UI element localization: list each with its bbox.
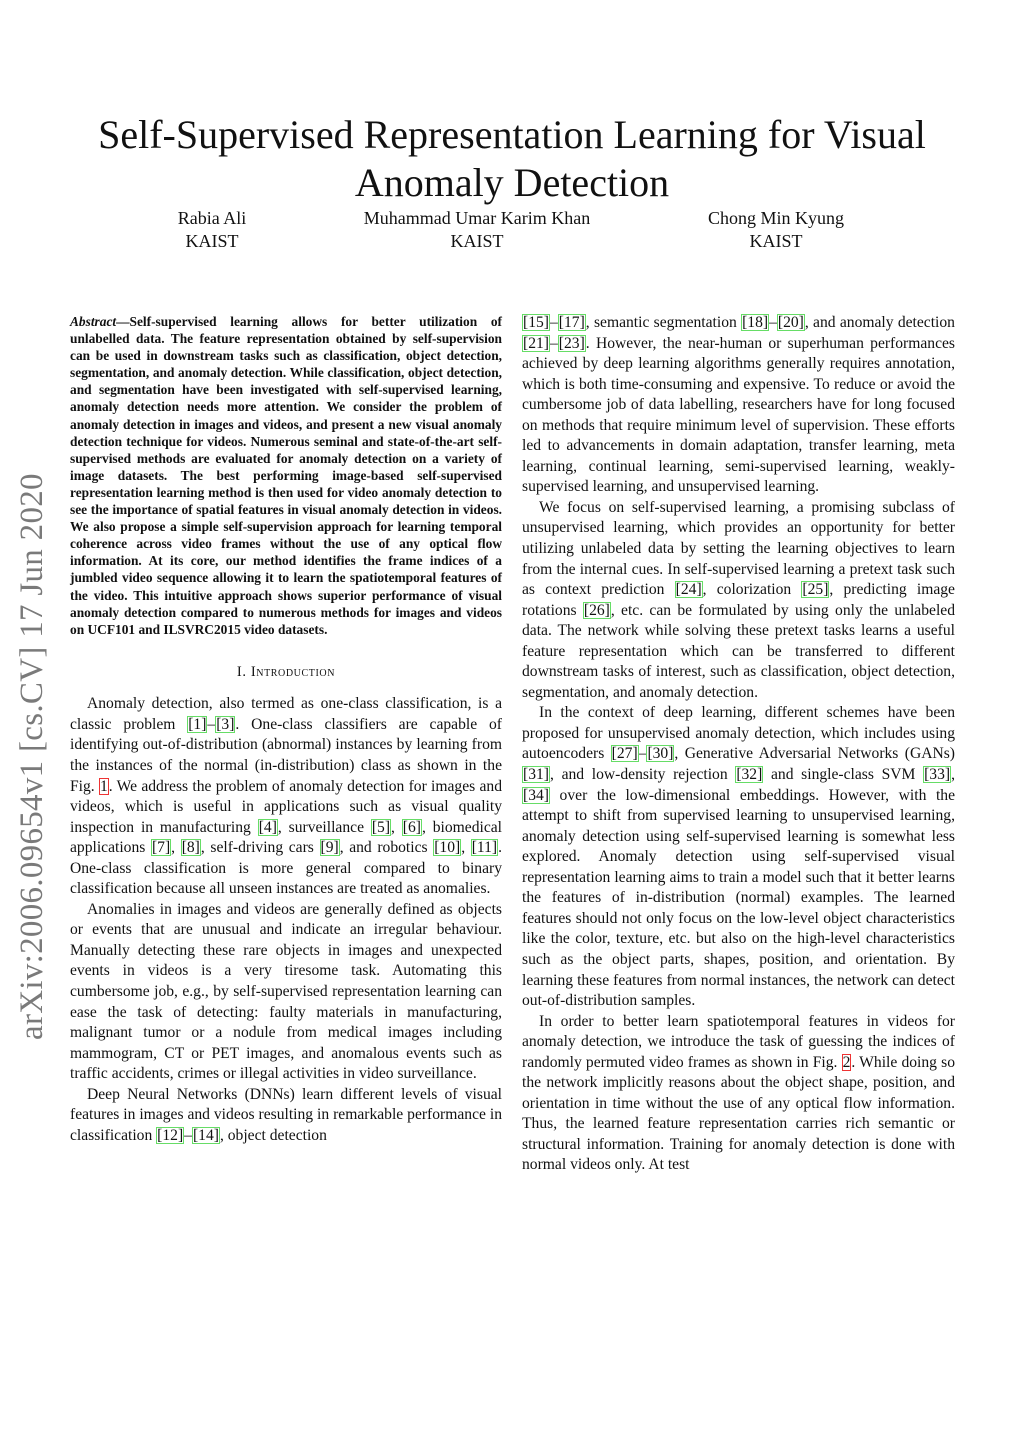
text-run: ,	[391, 818, 402, 836]
intro-paragraph-3	[70, 1085, 502, 1147]
text-run: Anomaly detection, also termed as one-class classification, is a classic problem	[70, 695, 502, 733]
citation-link[interactable]: [6]	[402, 818, 421, 836]
text-run: . However, the near-human or superhuman performances achieved by deep learning algorithms generally requires annotation, which is both time-consuming and expensive. To reduce or avoid the cumbersome job of data labelling, researchers have for long focused on methods that require minimum level of supervision. These efforts led to advancements in domain adaptation, transfer learning, meta learning, continual learning, semi-supervised learning, weakly-supervised learning, and unsupervised learning.	[522, 334, 955, 496]
text-run: –	[769, 314, 777, 331]
citation-link[interactable]: [3]	[216, 715, 235, 733]
author-3	[666, 207, 886, 253]
text-run: –	[184, 1126, 192, 1144]
abstract-label: Abstract	[70, 314, 117, 329]
text-run: . One-class classification is more general compared to binary classification because all unseen instances are treated as anomalies.	[70, 839, 503, 898]
text-run: , biomedical applications	[70, 818, 502, 857]
citation-link[interactable]: [18]	[742, 314, 769, 331]
author-affiliation: KAIST	[185, 231, 239, 251]
intro-paragraph-1	[70, 694, 502, 899]
text-run: and single-class SVM	[763, 766, 924, 784]
text-run: . While doing so the network implicitly reasons about the object shape, position, and orientation in time without the use of any optical flow information. Thus, the learned feature representation carries rich semantic or structural information. Training for anomaly detection is done with normal videos only. At test	[522, 1053, 955, 1174]
citation-link[interactable]: [32]	[736, 766, 763, 784]
citation-link[interactable]: [30]	[647, 745, 674, 763]
section-title: Introduction	[250, 663, 336, 680]
intro-paragraph-4	[522, 498, 955, 703]
text-run: , etc. can be formulated by using only the unlabeled data. The network while solving these pretext tasks learns a useful feature representation which can be transferred to different downstream tasks of interest, such as classification, object detection, segmentation, and anomaly detection.	[522, 601, 955, 701]
abstract	[70, 313, 502, 638]
intro-paragraph-3-continued	[522, 313, 955, 498]
text-run: Deep Neural Networks (DNNs) learn different levels of visual features in images and videos resulting in remarkable performance in classification	[70, 1085, 502, 1144]
text-run: –	[549, 334, 558, 352]
text-run: ,	[171, 839, 181, 857]
text-run: , colorization	[702, 581, 802, 599]
author-block	[0, 207, 1024, 257]
author-name: Chong Min Kyung	[707, 208, 844, 228]
citation-link[interactable]: [27]	[611, 745, 638, 763]
citation-link[interactable]: [23]	[558, 334, 585, 352]
citation-link[interactable]: [26]	[583, 601, 610, 619]
author-affiliation: KAIST	[450, 231, 504, 251]
figure-link[interactable]: 1	[99, 777, 108, 795]
text-run: . We address the problem of anomaly detection for images and videos, which is useful in applications such as visual quality inspection in manufacturing	[70, 777, 502, 836]
text-run: –	[207, 715, 216, 733]
text-run: , self-driving cars	[200, 839, 320, 857]
author-affiliation: KAIST	[749, 231, 803, 251]
citation-link[interactable]: [8]	[181, 839, 200, 857]
citation-link[interactable]: [34]	[523, 786, 549, 804]
citation-link[interactable]: [5]	[371, 818, 391, 836]
author-name: Muhammad Umar Karim Khan	[363, 208, 591, 228]
text-run: ,	[951, 766, 955, 784]
text-run: over the low-dimensional embeddings. However, with the attempt to shift from supervised learning to unsupervised learning, anomaly detection using self-supervised learning is somewhat less explored. Anomaly detection using self-supervised visual representation learning aims to train a model such that it better learns the features of in-distribution (normal) examples. The learned features should not only focus on the low-level object characteristics like the color, texture, etc. but also on the high-level characteristics such as the object parts, shapes, position, and orientation. By learning these features from normal instances, the network can detect out-of-distribution samples.	[522, 786, 955, 1010]
text-run: , Generative Adversarial Networks (GANs)	[674, 745, 955, 763]
text-run: We focus on self-supervised learning, a promising subclass of unsupervised learning, which provides an opportunity for better utilizing unlabeled data by setting the learning objectives to learn from the internal cues. In self-supervised learning a pretext task such as context prediction	[522, 498, 955, 599]
intro-paragraph-5	[522, 703, 955, 1011]
citation-link[interactable]: [24]	[675, 581, 702, 599]
text-run: , predicting image rotations	[522, 581, 955, 619]
citation-link[interactable]: [20]	[777, 314, 804, 331]
citation-link[interactable]: [15]	[523, 314, 549, 331]
section-number: I.	[236, 663, 247, 680]
citation-link[interactable]: [31]	[523, 766, 549, 784]
text-run: ,	[461, 839, 471, 857]
section-heading-introduction	[70, 662, 502, 683]
citation-link[interactable]: [9]	[320, 839, 339, 857]
author-2	[337, 207, 617, 253]
text-run: , and anomaly detection	[804, 314, 955, 331]
citation-link[interactable]: [10]	[434, 839, 461, 857]
figure-link[interactable]: 2	[842, 1053, 851, 1071]
citation-link[interactable]: [14]	[192, 1126, 219, 1144]
text-run: –	[549, 314, 558, 331]
abstract-text: —Self-supervised learning allows for better utilization of unlabelled data. The feature representation obtained by self-supervision can be used in downstream tasks such as classification, object detection, segmentation, and anomaly detection. While classification, object detection, and segmentation have been investigated with self-supervised learning, anomaly detection needs more attention. We consider the problem of anomaly detection in images and videos, and present a new visual anomaly detection technique for videos. Numerous seminal and state-of-the-art self-supervised methods are evaluated for anomaly detection on a variety of image datasets. The best performing image-based self-supervised representation learning method is then used for video anomaly detection to see the importance of spatial features in visual anomaly detection in videos. We also propose a simple self-supervision approach for learning temporal coherence across video frames without the use of any optical flow information. At its core, our method identifies the frame indices of a jumbled video sequence allowing it to learn the spatiotemporal features of the video. This intuitive approach shows superior performance of visual anomaly detection compared to numerous methods for images and videos on UCF101 and ILSVRC2015 video datasets.	[70, 314, 502, 637]
citation-link[interactable]: [25]	[802, 581, 829, 599]
text-run: , and robotics	[339, 839, 434, 857]
right-column	[522, 313, 955, 1176]
text-run: . One-class classifiers are capable of identifying out-of-distribution (abnormal) instances by learning from the instances of the normal (in-distribution) class as shown in the Fig.	[70, 715, 502, 795]
text-run: , semantic segmentation	[585, 314, 742, 331]
intro-paragraph-2: Anomalies in images and videos are generally defined as objects or events that are unusual and indicate an irregular behaviour. Manually detecting these rare objects in images and unexpected events in videos is a very tiresome task. Automating this cumbersome job, e.g., by self-supervised representation learning can ease the task of detecting: faulty materials in manufacturing, malignant tumor or a nodule from medical images including mammogram, CT or PET images, and anomalous events such as traffic accidents, crimes or illegal activities in video surveillance.	[70, 900, 502, 1083]
arxiv-identifier-stamp: arXiv:2006.09654v1 [cs.CV] 17 Jun 2020	[14, 473, 50, 1040]
paper-title: Self-Supervised Representation Learning for Visual Anomaly Detection	[98, 111, 926, 205]
left-column	[70, 313, 502, 1146]
text-run: In order to better learn spatiotemporal features in videos for anomaly detection, we introduce the task of guessing the indices of randomly permuted video frames as shown in Fig.	[522, 1012, 955, 1071]
citation-link[interactable]: [1]	[188, 715, 207, 733]
text-run: , and low-density rejection	[549, 766, 736, 784]
author-name: Rabia Ali	[177, 208, 247, 228]
author-1	[112, 207, 312, 253]
text-run: –	[638, 745, 647, 763]
text-run: In the context of deep learning, different schemes have been proposed for unsupervised anomaly detection, which includes using autoencoders	[522, 704, 955, 763]
citation-link[interactable]: [11]	[471, 839, 498, 857]
text-run: , object detection	[219, 1126, 327, 1144]
citation-link[interactable]: [12]	[157, 1126, 184, 1144]
citation-link[interactable]: [21]	[523, 334, 549, 352]
citation-link[interactable]: [17]	[558, 314, 585, 331]
intro-paragraph-6	[522, 1012, 955, 1176]
citation-link[interactable]: [7]	[151, 839, 171, 857]
citation-link[interactable]: [33]	[924, 766, 951, 784]
citation-link[interactable]: [4]	[258, 818, 277, 836]
text-run: , surveillance	[277, 818, 371, 836]
